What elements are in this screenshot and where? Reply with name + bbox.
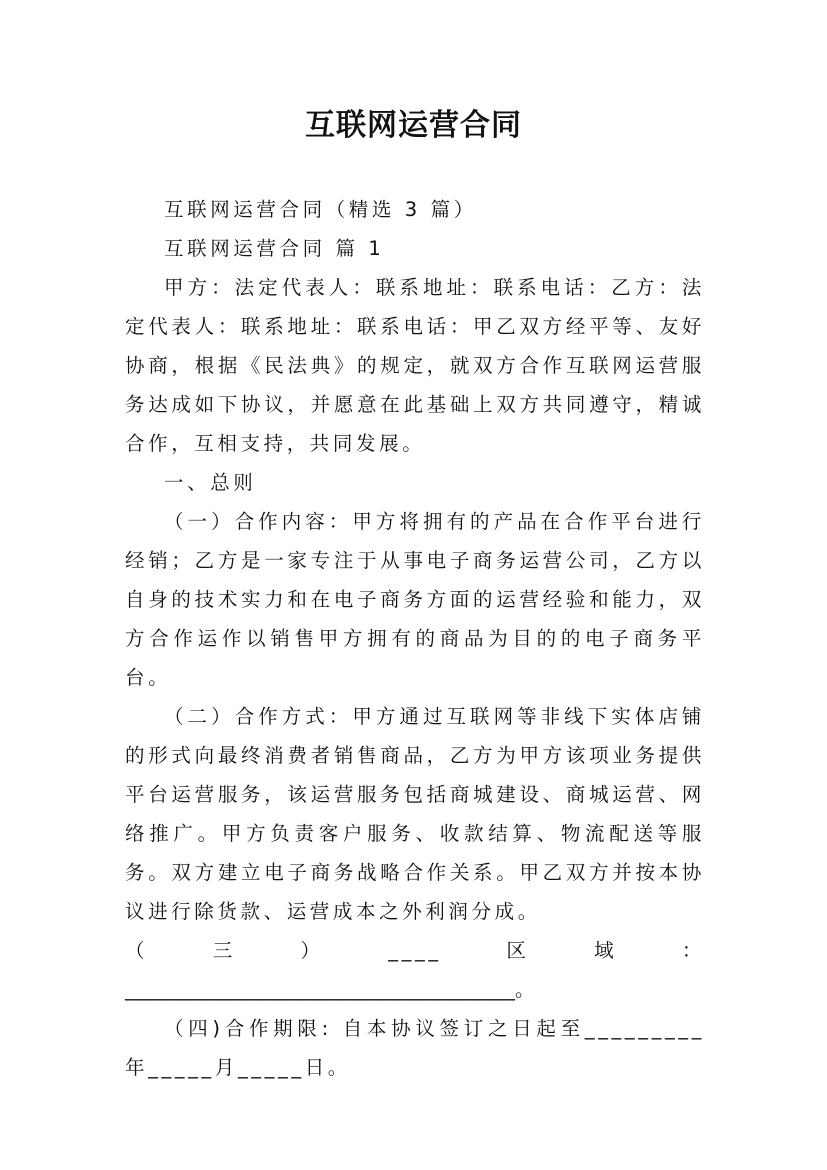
region-token: （	[125, 939, 149, 962]
paragraph-cooperation-content: （一）合作内容：甲方将拥有的产品在合作平台进行经销；乙方是一家专注于从事电子商务运营公司，乙方以自身的技术实力和在电子商务方面的运营经验和能力，双方合作运作以销售甲方拥有的商品为目的的电子商务平台。	[125, 510, 705, 689]
region-token: ）	[300, 939, 324, 962]
region-token: 域	[594, 939, 618, 962]
paragraph-subtitle: 互联网运营合同（精选 3 篇）	[164, 198, 477, 221]
paragraph-general-heading: 一、总则	[164, 471, 257, 494]
region-token: 三	[212, 939, 236, 962]
document-body	[125, 190, 705, 1087]
region-token: 区	[506, 939, 530, 962]
paragraph-region	[125, 931, 705, 970]
paragraph-parties: 甲方：法定代表人：联系地址：联系电话：乙方：法定代表人：联系地址：联系电话：甲乙双方经平等、友好协商，根据《民法典》的规定，就双方合作互联网运营服务达成如下协议，并愿意在此基础上双方共同遵守，精诚合作，互相支持，共同发展。	[125, 276, 705, 455]
paragraph-cooperation-term: （四)合作期限: 自本协议签订之日起至_________年_____月_____日。	[125, 1017, 705, 1079]
paragraph-section-heading: 互联网运营合同 篇 1	[164, 237, 385, 260]
region-token: ____	[388, 939, 442, 962]
document-title: 互联网运营合同	[305, 108, 522, 143]
paragraph-region-blank: ________________________________________。	[125, 978, 535, 1001]
paragraph-cooperation-method: （二）合作方式：甲方通过互联网等非线下实体店铺的形式向最终消费者销售商品，乙方为甲方该项业务提供平台运营服务，该运营服务包括商城建设、商城运营、网络推广。甲方负责客户服务、收款结算、物流配送等服务。双方建立电子商务战略合作关系。甲乙双方并按本协议进行除货款、运营成本之外利润分成。	[125, 705, 705, 923]
region-token: ：	[681, 939, 705, 962]
